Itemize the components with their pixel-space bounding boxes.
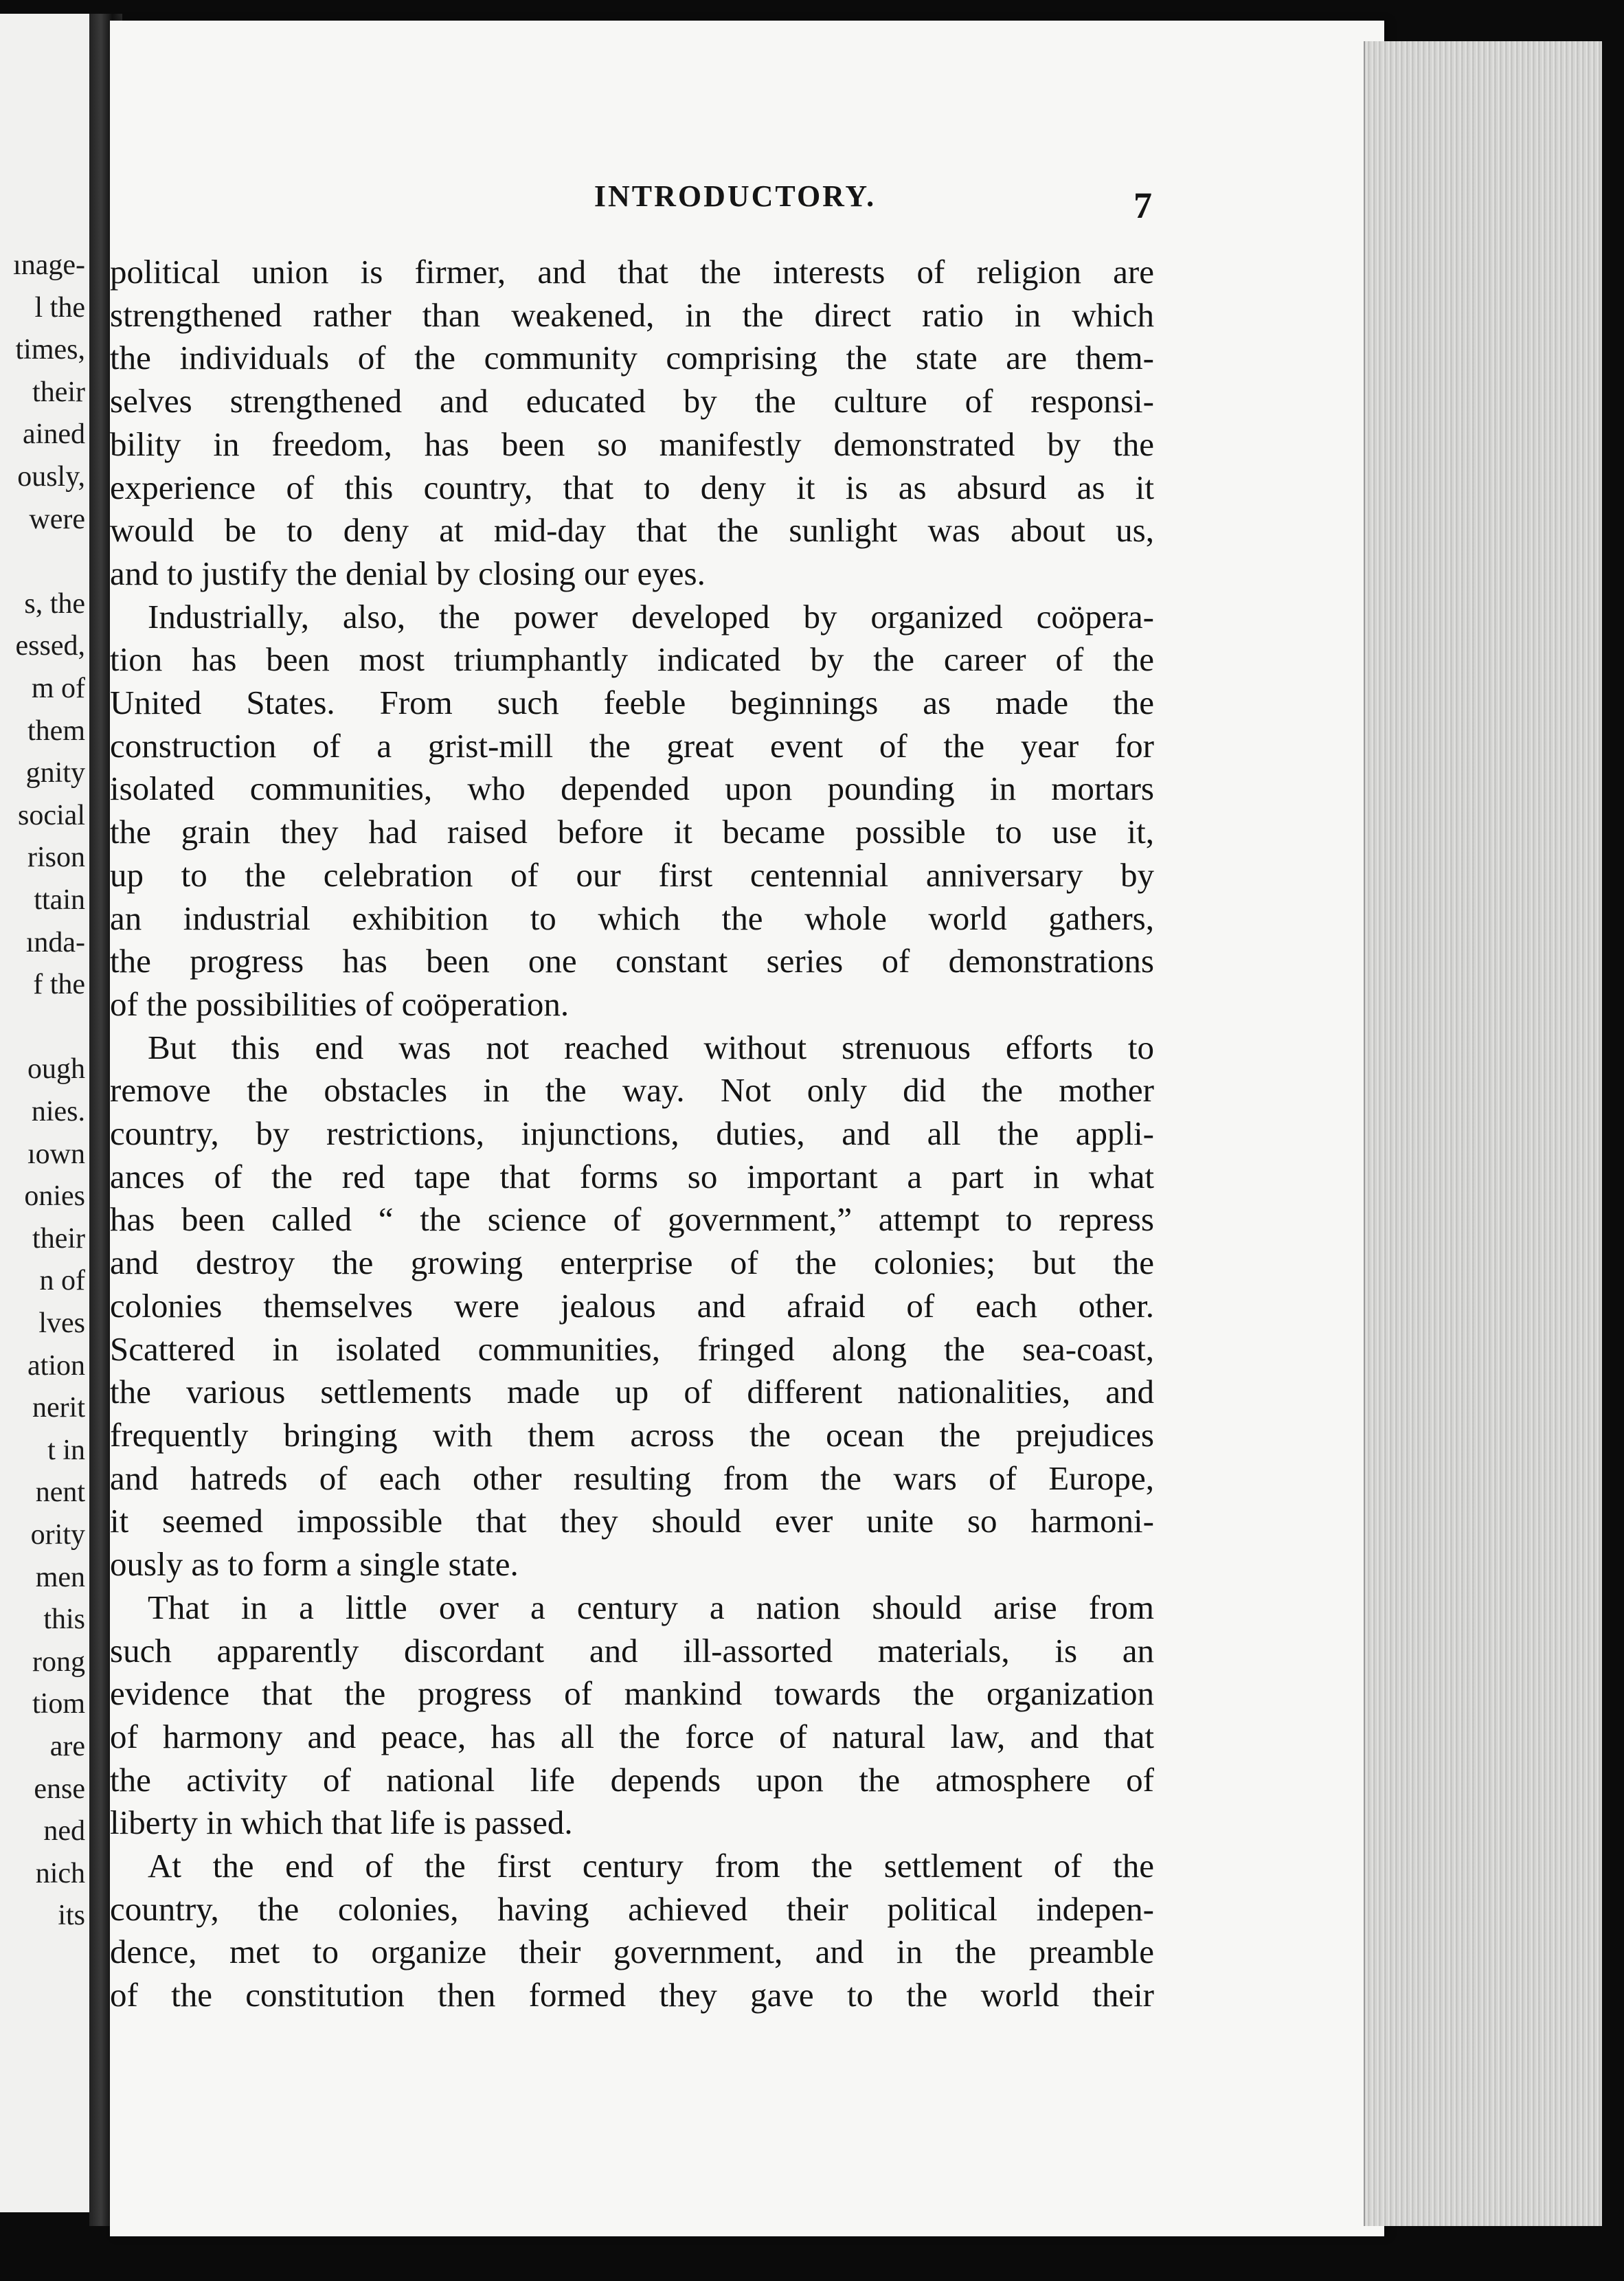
text-line: colonies themselves were jealous and afraid of each other. (110, 1286, 1154, 1325)
text-line: But this end was not reached without strenuous efforts to (148, 1028, 1154, 1066)
text-line: strengthened rather than weakened, in the direct ratio in which (110, 295, 1154, 334)
facing-page-line: essed, (15, 630, 85, 662)
paragraph (110, 1586, 1154, 1845)
facing-page-line: were (29, 503, 85, 535)
paragraph (110, 596, 1154, 1026)
facing-page-line: nerit (32, 1392, 85, 1424)
facing-page-line: m of (31, 673, 85, 704)
text-line: ances of the red tape that forms so important a part in what (110, 1157, 1154, 1195)
facing-page-line: rison (27, 842, 85, 874)
text-line: That in a little over a century a nation should arise from (148, 1588, 1154, 1626)
text-line: isolated communities, who depended upon pounding in mortars (110, 769, 1154, 808)
facing-page-line: ained (23, 418, 85, 451)
facing-page-line: onies (24, 1180, 85, 1213)
facing-page-line: n of (39, 1265, 85, 1297)
facing-page-line: ned (43, 1815, 85, 1847)
text-line: the individuals of the community comprising the state are them- (110, 339, 1154, 377)
text-line: has been called “ the science of government,” attempt to repress (110, 1200, 1154, 1239)
text-line: of the possibilities of coöperation. (110, 985, 569, 1023)
facing-page-line: ttain (34, 884, 85, 916)
facing-page-line: s, the (24, 587, 85, 620)
text-line: United States. From such feeble beginnings as made the (110, 684, 1154, 722)
running-head: INTRODUCTORY. (594, 179, 877, 213)
facing-page-line: them (27, 715, 85, 747)
text-line: ously as to form a single state. (110, 1545, 519, 1584)
facing-page-line: lves (38, 1307, 85, 1339)
text-line: up to the celebration of our first centennial anniversary by (110, 855, 1154, 894)
text-line: Scattered in isolated communities, fringed along the sea-coast, (110, 1329, 1154, 1368)
facing-page-line: ously, (17, 461, 85, 493)
text-line: liberty in which that life is passed. (110, 1804, 573, 1842)
facing-page-line: ation (27, 1349, 85, 1382)
facing-page-line: social (18, 799, 85, 831)
page-edges (1364, 41, 1602, 2226)
facing-page-line: tiom (32, 1688, 85, 1720)
paragraph (110, 1026, 1154, 1586)
facing-page-line: ense (34, 1773, 85, 1805)
text-line: and destroy the growing enterprise of the colonies; but the (110, 1244, 1154, 1282)
facing-page-line: are (49, 1731, 85, 1762)
text-line: the grain they had raised before it became possible to use it, (110, 813, 1154, 851)
facing-page-line: ough (27, 1053, 85, 1086)
text-line: country, by restrictions, injunctions, duties, and all the appli- (110, 1114, 1154, 1153)
facing-page-line: nies. (31, 1096, 85, 1127)
facing-page-fragment (0, 14, 90, 2212)
text-line: dence, met to organize their government, and in the preamble (110, 1933, 1154, 1971)
facing-page-line: l the (34, 291, 85, 324)
text-line: of the constitution then formed they gave to the world their (110, 1976, 1154, 2014)
page-number: 7 (1134, 185, 1152, 226)
text-line: would be to deny at mid-day that the sunlight was about us, (110, 511, 1154, 550)
text-line: country, the colonies, having achieved their political indepen- (110, 1889, 1154, 1928)
paragraph (110, 251, 1154, 596)
facing-page-line: times, (15, 334, 85, 366)
text-line: and to justify the denial by closing our eyes. (110, 554, 706, 592)
text-line: tion has been most triumphantly indicated by the career of the (110, 640, 1154, 679)
facing-page-line: ıown (27, 1138, 85, 1170)
text-line: remove the obstacles in the way. Not only did the mother (110, 1071, 1154, 1110)
text-line: bility in freedom, has been so manifestly demonstrated by the (110, 425, 1154, 463)
text-line: frequently bringing with them across the ocean the prejudices (110, 1415, 1154, 1454)
facing-page-line: their (32, 376, 85, 408)
text-line: the activity of national life depends upon the atmosphere of (110, 1760, 1154, 1799)
text-line: such apparently discordant and ill-assorted materials, is an (110, 1631, 1154, 1670)
text-line: the progress has been one constant series of demonstrations (110, 942, 1154, 980)
facing-page-line: nich (35, 1857, 85, 1889)
facing-page-line: t in (47, 1434, 85, 1466)
facing-page-line: ority (30, 1519, 85, 1551)
facing-page-line: men (35, 1561, 85, 1593)
text-line: of harmony and peace, has all the force of natural law, and that (110, 1717, 1154, 1755)
text-line: evidence that the progress of mankind towards the organization (110, 1674, 1154, 1713)
facing-page-line: nent (35, 1476, 85, 1509)
facing-page-line: ınage- (13, 249, 85, 281)
text-line: Industrially, also, the power developed by organized coöpera- (148, 597, 1154, 636)
facing-page-line: ında- (25, 926, 85, 958)
text-line: experience of this country, that to deny it is as absurd as it (110, 468, 1154, 506)
facing-page-line: their (32, 1222, 85, 1255)
facing-page-line: this (43, 1604, 85, 1636)
text-line: political union is firmer, and that the interests of religion are (110, 253, 1154, 291)
facing-page-line: f the (33, 969, 85, 1001)
text-line: it seemed impossible that they should ever unite so harmoni- (110, 1502, 1154, 1540)
text-line: the various settlements made up of different nationalities, and (110, 1373, 1154, 1411)
text-line: selves strengthened and educated by the culture of responsi- (110, 382, 1154, 420)
text-line: and hatreds of each other resulting from the wars of Europe, (110, 1459, 1154, 1497)
body-text (110, 251, 1154, 2017)
book-page (110, 21, 1384, 2236)
facing-page-line: gnity (25, 757, 85, 789)
facing-page-line: its (58, 1900, 85, 1932)
text-line: an industrial exhibition to which the whole world gathers, (110, 899, 1154, 937)
text-line: At the end of the first century from the settlement of the (148, 1847, 1154, 1885)
paragraph (110, 1845, 1154, 2017)
text-line: construction of a grist-mill the great event of the year for (110, 726, 1154, 765)
facing-page-line: rong (32, 1645, 85, 1678)
